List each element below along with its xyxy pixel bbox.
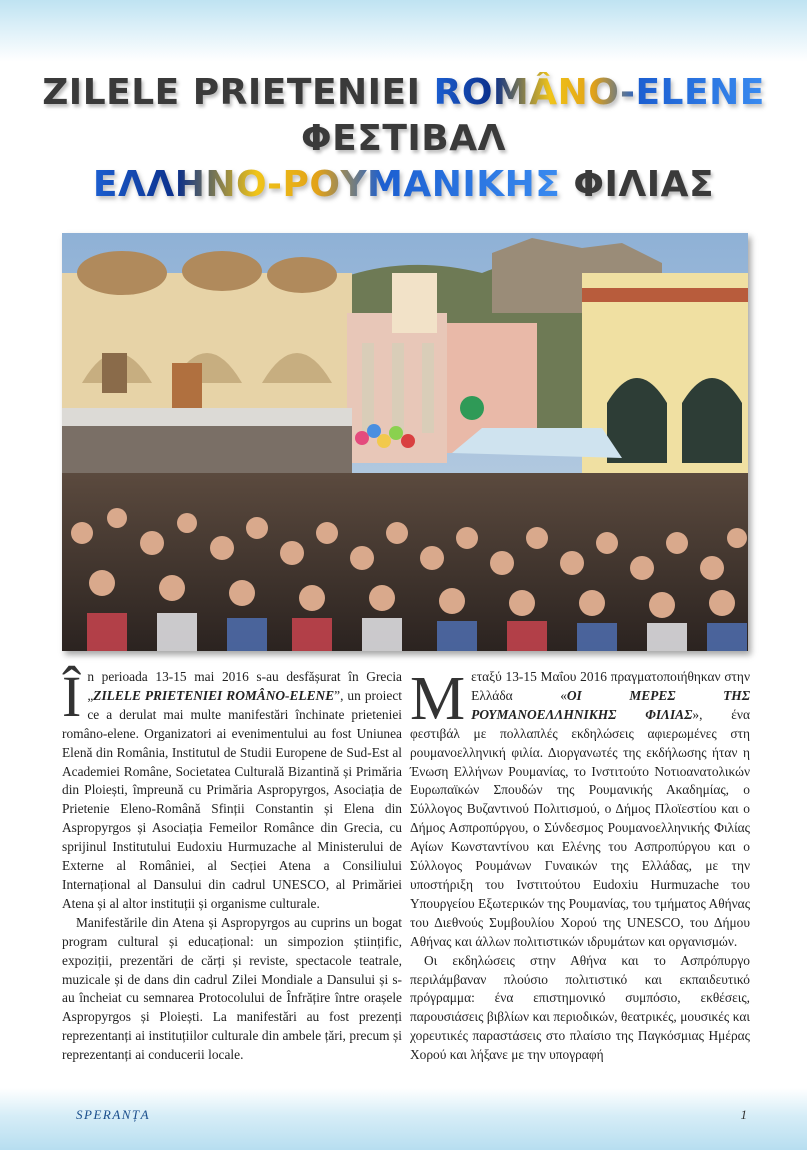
greek-paragraph-2: Οι εκδηλώσεις στην Αθήνα και το Ασπρόπυργο περιλάμβαναν πλούσιο πολιτιστικό και εκπαιδευτικό πρόγραμμα: ένα επιστημονικό συμπόσιο, εκθέσεις, παρουσιάσεις βιβλίων και περιοδικών, θεατρικές, μουσικές και χορευτικές παραστάσεις στο πλαίσιο της Παγκόσμιας Ημέρας Χορού και λήξανε με την υπογραφή — [410, 952, 750, 1063]
dropcap-letter: Î — [62, 664, 82, 729]
romanian-paragraph-1: În perioada 13-15 mai 2016 s-au desfășurat în Grecia „ZILELE PRIETENIEI ROMÂNO-ELENE”, un proiect ce a derulat mai multe manifestări închinate prieteniei româno-elene. Organizatori ai evenimentului au fost Uniunea Elenă din România, Institutul de Studii Europene de Sud-Est al Academiei Române, Societatea Culturală Bizantină și Primăria din Ploiești, împreună cu Primăria Aspropyrgos, Asociația de Prietenie Eleno-Română Sfinții Constantin și Elena din Aspropyrgos și Asociația Femeilor Românce din Grecia, cu sprijinul Institutului Eudoxiu Hurmuzache al Ministerului de Externe al României, al Secției Atena a Consiliului Internațional al Dansului din cadrul UNESCO, al Primăriei Atena și al altor instituții și organisme culturale. — [62, 664, 402, 911]
page-title — [0, 70, 807, 208]
title-romanian-colored: ROMÂNO-ELENE — [433, 72, 765, 113]
event-name: ΟΙ ΜΕΡΕΣ ΤΗΣ ΡΟΥΜΑΝΟΕΛΛΗΝΙΚΗΣ ΦΙΛΙΑΣ — [471, 687, 750, 722]
romanian-paragraph-2: Manifestările din Atena și Aspropyrgos au cuprins un bogat program cultural și educațional: un simpozion științific, expoziții, prezentări de cărți și reviste, spectacole teatrale, muzicale și de dans din cadrul Zilei Mondiale a Dansului și s-au încheiat cu semnarea Protocolului de Înfrățire între orașele Aspropyrgos și Ploiești. La manifestări au fost prezenți reprezentanți ai instituțiilor culturale din ambele țări, precum și reprezentanți ai conducerii locale. — [62, 914, 402, 1063]
festival-crowd-photo — [62, 233, 748, 651]
top-gradient-band — [0, 0, 807, 62]
magazine-name: SPERANȚA — [76, 1107, 151, 1122]
photo-illustration — [62, 233, 748, 651]
title-line-greek-festival: ΦΕΣΤΙΒΑΛ — [301, 118, 506, 159]
romanian-article-column — [62, 664, 402, 1065]
title-line-romanian — [0, 70, 807, 116]
title-greek-colored: ΕΛΛΗΝΟ-ΡΟΥΜΑΝΙΚΗΣ — [92, 164, 561, 205]
greek-article-column — [410, 665, 750, 1065]
greek-paragraph-1: Μεταξύ 13-15 Μαΐου 2016 πραγματοποιήθηκαν στην Ελλάδα «ΟΙ ΜΕΡΕΣ ΤΗΣ ΡΟΥΜΑΝΟΕΛΛΗΝΙΚΗΣ ΦΙΛΙΑΣ», ένα φεστιβάλ με πολλαπλές εκδηλώσεις αφιερωμένες στη ρουμανοελληνική φιλία. Διοργανωτές της εκδήλωσης ήταν η Ένωση Ελλήνων Ρουμανίας, το Ινστιτούτο Νοτιοανατολικών Ευρωπαϊκών Σπουδών της Ρουμανικής Ακαδημίας, ο Σύλλογος Βυζαντινού Πολιτισμού, ο Δήμος Πλοϊεστίου και ο Δήμος Ασπροπύργου, ο Σύνδεσμος Ρουμανοελληνικής Φιλίας Αγίων Κωνσταντίνου και Ελένης του Ασπροπύργου και ο Σύλλογος Ρουμάνων Γυναικών της Ελλάδας, με την υποστήριξη του Ινστιτούτου Eudoxiu Hurmuzache του Υπουργείου Εξωτερικών της Ρουμανίας, του τμήματος Αθήνας του Διεθνούς Συμβουλίου Χορού της UNESCO, του Δήμου Αθήνας και άλλων πολιτιστικών ιδρυμάτων και οργανισμών. — [410, 665, 750, 949]
page-number: 1 — [740, 1107, 747, 1122]
title-greek-plain: ΦΙΛΙΑΣ — [560, 164, 715, 205]
dropcap-letter: Μ — [410, 665, 466, 733]
title-line-greek — [0, 162, 807, 208]
event-name: ZILELE PRIETENIEI ROMÂNO-ELENE — [93, 687, 335, 703]
title-romanian-plain: ZILELE PRIETENIEI — [42, 72, 434, 113]
